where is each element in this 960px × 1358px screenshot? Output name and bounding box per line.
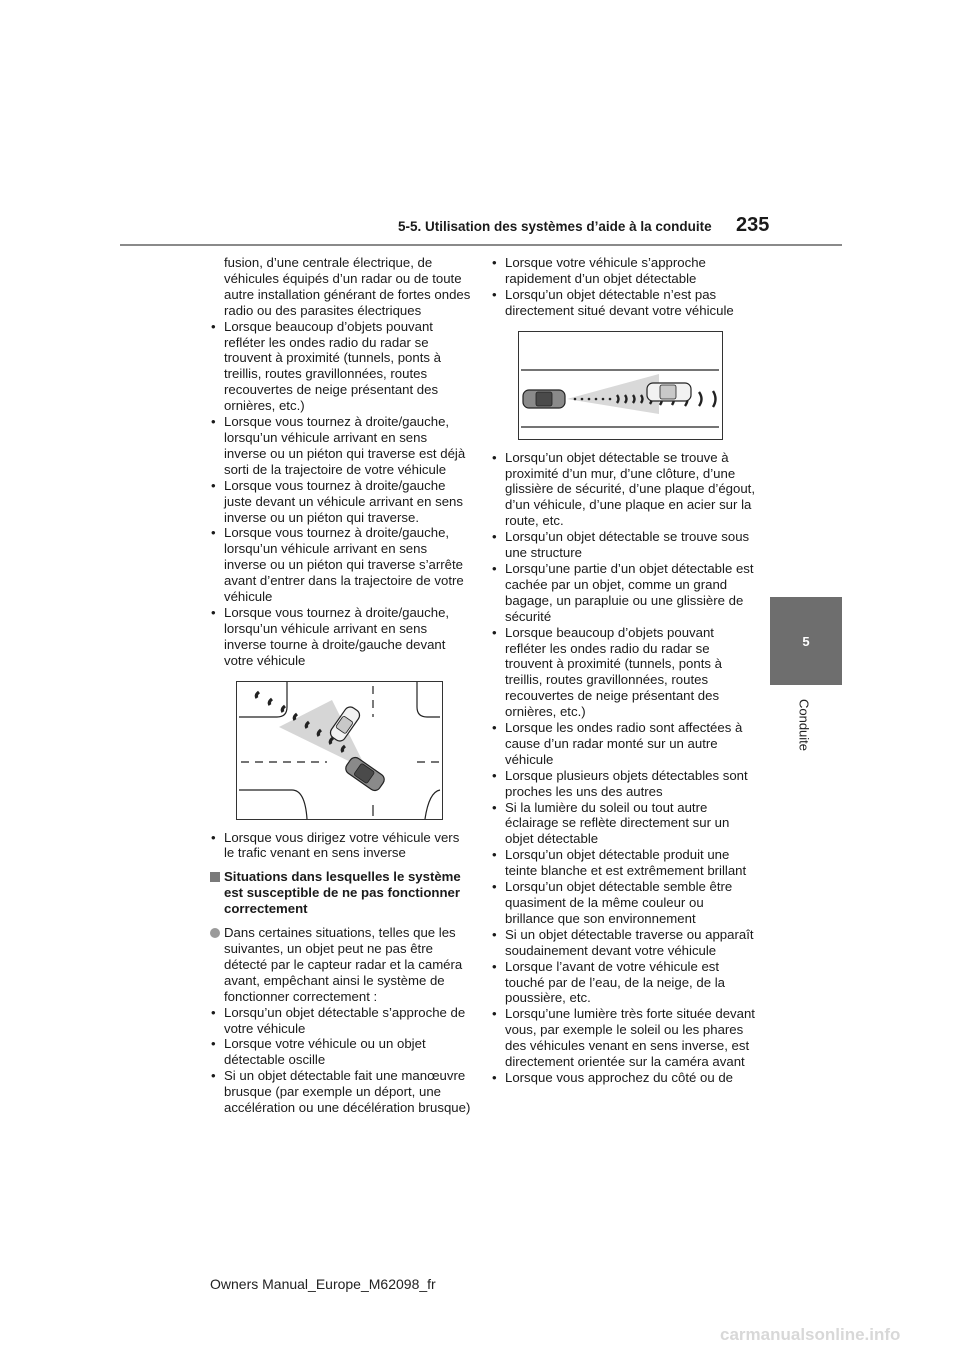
list-item: • Lorsqu’un objet détectable se trouve à proximité d’un mur, d’une clôture, d’une glissière de sécurité, d’une plaque d’égout, d’un véhicule, d’une plaque en acier sur la route, etc. bbox=[491, 450, 756, 530]
intro-text: Dans certaines situations, telles que les suivantes, un objet peut ne pas être détecté par le capteur radar et la caméra avant, empêchant ainsi le système de fonctionner correctement : bbox=[224, 925, 463, 1004]
list-item: • Lorsqu’un objet détectable semble être quasiment de la même couleur ou brillance que son environnement bbox=[491, 879, 756, 927]
header-rule bbox=[120, 244, 842, 246]
list-item: • Lorsque plusieurs objets détectables sont proches les uns des autres bbox=[491, 768, 756, 800]
page-number: 235 bbox=[736, 214, 770, 236]
continued-paragraph: fusion, d’une centrale électrique, de véhicules équipés d’un radar ou de toute autre installation générant de fortes ondes radio ou des parasites électriques bbox=[224, 255, 471, 318]
footer-text: Owners Manual_Europe_M62098_fr bbox=[210, 1276, 436, 1292]
watermark[interactable]: carmanualsonline.info bbox=[720, 1325, 901, 1344]
heading-square-marker bbox=[210, 872, 220, 882]
list-item: • Lorsqu’un objet détectable produit une teinte blanche et est extrêmement brillant bbox=[491, 847, 756, 879]
list-item: • Lorsque beaucoup d’objets pouvant refléter les ondes radio du radar se trouvent à proximité (tunnels, ponts à treillis, routes gravillonnées, routes recouvertes de neige présentant des ornières, etc.) bbox=[491, 625, 756, 720]
list-item: • Lorsque vous approchez du côté ou de bbox=[491, 1070, 756, 1086]
list-item: • Lorsqu’un objet détectable s’approche de votre véhicule bbox=[210, 1005, 472, 1037]
list-item: • Lorsque l’avant de votre véhicule est touché par de l’eau, de la neige, de la poussière, etc. bbox=[491, 959, 756, 1007]
list-item: • Lorsqu’une lumière très forte située devant vous, par exemple le soleil ou les phares des véhicules venant en sens inverse, est directement orientée sur la caméra avant bbox=[491, 1006, 756, 1070]
section-header: 5-5. Utilisation des systèmes d’aide à la conduite bbox=[398, 219, 712, 234]
chapter-tab[interactable]: 5 bbox=[770, 597, 842, 685]
section-heading bbox=[210, 869, 472, 917]
chapter-label-text: Conduite bbox=[796, 698, 812, 752]
left-column bbox=[210, 255, 472, 1116]
offset-target-illustration bbox=[518, 331, 723, 440]
list-item: • Lorsque beaucoup d’objets pouvant refléter les ondes radio du radar se trouvent à proximité (tunnels, ponts à treillis, routes gravillonnées, routes recouvertes de neige présentant des ornières, etc.) bbox=[210, 319, 472, 414]
circle-marker bbox=[210, 928, 220, 938]
list-item: • Lorsque vous tournez à droite/gauche juste devant un véhicule arrivant en sens inverse ou un piéton qui traverse. bbox=[210, 478, 472, 526]
list-item: • Lorsque vous dirigez votre véhicule vers le trafic venant en sens inverse bbox=[210, 830, 472, 862]
intro-paragraph bbox=[210, 925, 472, 1005]
list-item: • Lorsque vous tournez à droite/gauche, lorsqu’un véhicule arrivant en sens inverse ou un piéton qui traverse s’arrête avant d’entrer dans la trajectoire de votre véhicule bbox=[210, 525, 472, 605]
list-item: • Si la lumière du soleil ou tout autre éclairage se reflète directement sur un objet détectable bbox=[491, 800, 756, 848]
intersection-turn-illustration bbox=[236, 681, 443, 820]
chapter-label bbox=[794, 690, 814, 760]
list-item: • Lorsque les ondes radio sont affectées à cause d’un radar monté sur un autre véhicule bbox=[491, 720, 756, 768]
list-item: • Lorsque vous tournez à droite/gauche, lorsqu’un véhicule arrivant en sens inverse tourne à droite/gauche devant votre véhicule bbox=[210, 605, 472, 669]
list-item: • Lorsque votre véhicule s’approche rapidement d’un objet détectable bbox=[491, 255, 756, 287]
list-item: • Lorsqu’un objet détectable se trouve sous une structure bbox=[491, 529, 756, 561]
list-item: • Lorsqu’un objet détectable n’est pas directement situé devant votre véhicule bbox=[491, 287, 756, 319]
list-item: • Lorsque vous tournez à droite/gauche, lorsqu’un véhicule arrivant en sens inverse ou un piéton qui traverse est déjà sorti de la trajectoire de votre véhicule bbox=[210, 414, 472, 478]
list-item: • Lorsque votre véhicule ou un objet détectable oscille bbox=[210, 1036, 472, 1068]
right-column bbox=[491, 255, 756, 1086]
list-item: • Lorsqu’une partie d’un objet détectable est cachée par un objet, comme un grand bagage, un parapluie ou une glissière de sécurité bbox=[491, 561, 756, 625]
list-item: • Si un objet détectable fait une manœuvre brusque (par exemple un déport, une accélération ou une décélération brusque) bbox=[210, 1068, 472, 1116]
list-item: • Si un objet détectable traverse ou apparaît soudainement devant votre véhicule bbox=[491, 927, 756, 959]
section-heading-text: Situations dans lesquelles le système est susceptible de ne pas fonctionner correctement bbox=[224, 869, 461, 917]
